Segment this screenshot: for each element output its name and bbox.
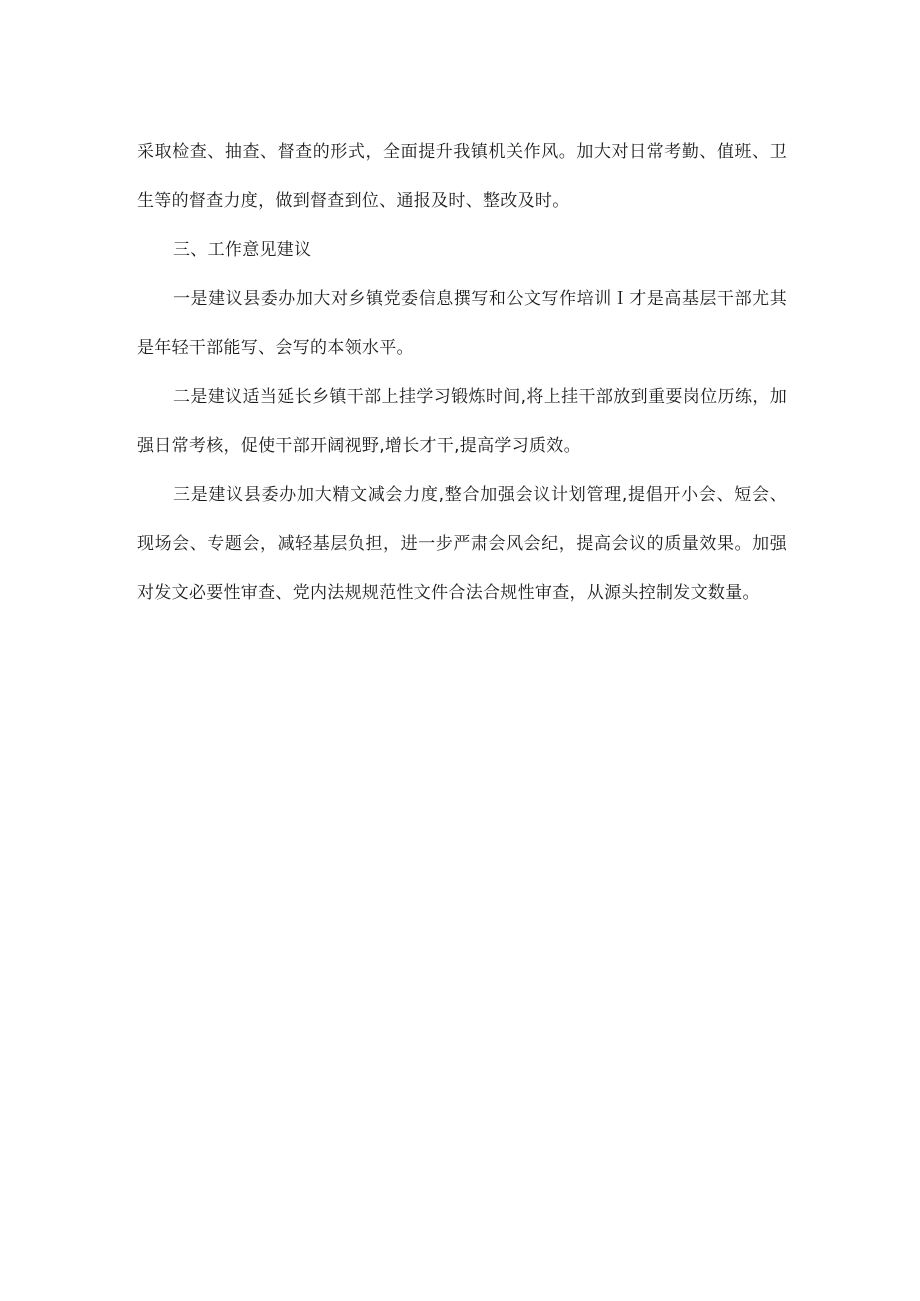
paragraph-suggestion-3: 三是建议县委办加大精文减会力度,整合加强会议计划管理,提倡开小会、短会、现场会、专题会，减轻基层负担，进一步严肃会风会纪，提高会议的质量效果。加强对发文必要性审查、党内法规规范性文件合法合规性审查，从源头控制发文数量。 (137, 485, 787, 603)
paragraph-suggestion-1: 一是建议县委办加大对乡镇党委信息撰写和公文写作培训Ｉ才是高基层干部尤其是年轻干部能写、会写的本领水平。 (137, 289, 787, 358)
paragraph-continuation: 采取检查、抽查、督查的形式，全面提升我镇机关作风。加大对日常考勤、值班、卫生等的督查力度，做到督查到位、通报及时、整改及时。 (137, 142, 787, 211)
document-body (137, 128, 787, 618)
section-heading: 三、工作意见建议 (173, 240, 312, 260)
paragraph-suggestion-2: 二是建议适当延长乡镇干部上挂学习锻炼时间,将上挂干部放到重要岗位历练，加强日常考核，促使干部开阔视野,增长才干,提高学习质效。 (137, 387, 787, 456)
